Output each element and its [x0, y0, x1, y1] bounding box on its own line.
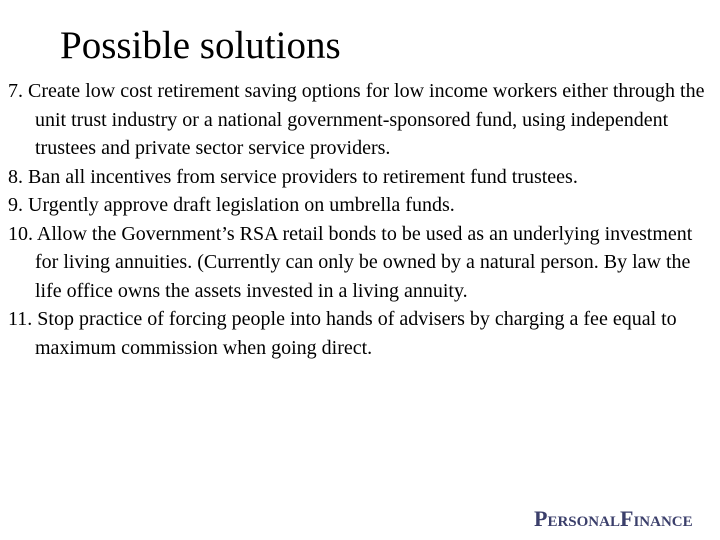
list-item: 7. Create low cost retirement saving options for low income workers either through the unit trust industry or a national government-sponsored fund, using independent trustees and private sector service providers.: [8, 80, 705, 159]
slide-title: Possible solutions: [60, 24, 341, 67]
personal-finance-logo-mark: [534, 504, 714, 532]
svg-text:PERSONALFINANCE: PERSONALFINANCE: [534, 506, 693, 531]
list-item: 11. Stop practice of forcing people into hands of advisers by charging a fee equal to maximum commission when going direct.: [8, 308, 677, 359]
list-item: 10. Allow the Government’s RSA retail bonds to be used as an underlying investment for living annuities. (Currently can only be owned by a natural person. By law the life office owns the assets invested in a living annuity.: [8, 222, 693, 302]
list-item: 8. Ban all incentives from service providers to retirement fund trustees.: [8, 165, 578, 188]
list-item: 9. Urgently approve draft legislation on umbrella funds.: [8, 194, 455, 216]
personal-finance-logo: [534, 504, 714, 532]
solutions-list: [8, 77, 712, 362]
